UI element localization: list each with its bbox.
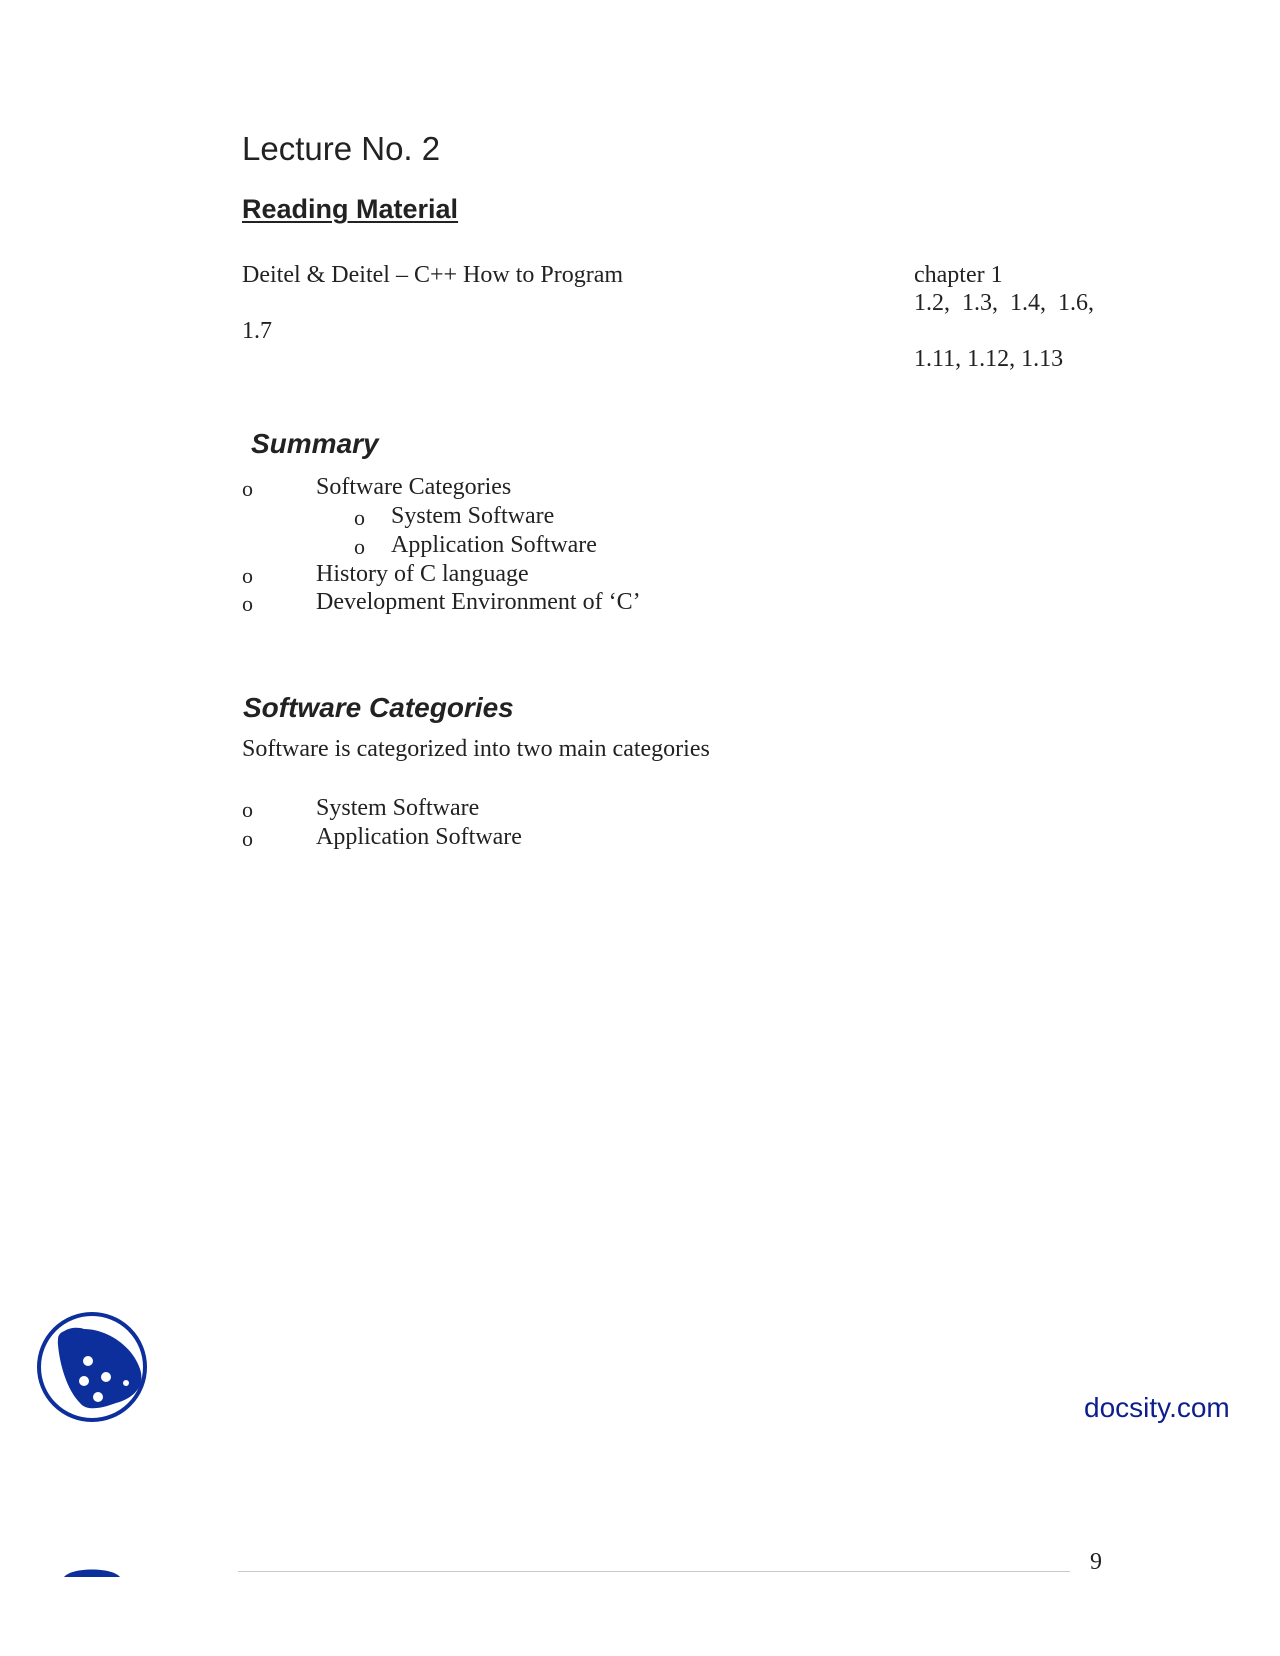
category-item: Application Software: [316, 824, 522, 850]
software-categories-heading: Software Categories: [243, 692, 514, 723]
summary-item: Development Environment of ‘C’: [316, 589, 641, 615]
lecture-title: Lecture No. 2: [242, 130, 441, 167]
docsity-logo-fragment-icon: [62, 1567, 122, 1577]
bullet-marker: o: [242, 591, 253, 616]
categories-intro: Software is categorized into two main categories: [242, 736, 710, 762]
category-item: System Software: [316, 795, 480, 821]
docsity-logo-icon: [36, 1311, 148, 1423]
summary-item: Software Categories: [316, 474, 512, 500]
summary-subitem: System Software: [391, 503, 555, 529]
reading-material-heading: Reading Material: [242, 194, 459, 224]
footer-rule: [238, 1571, 1070, 1572]
bullet-marker: o: [242, 563, 253, 588]
bullet-marker: o: [242, 826, 253, 851]
chapter-reference: chapter 1: [914, 262, 1003, 288]
docsity-watermark: docsity.com: [1084, 1392, 1230, 1423]
page-number: 9: [1090, 1549, 1102, 1575]
bullet-marker: o: [354, 534, 365, 559]
bullet-marker: o: [242, 797, 253, 822]
sections-line-3: 1.11, 1.12, 1.13: [914, 346, 1064, 372]
summary-subitem: Application Software: [391, 532, 597, 558]
sections-line-2: 1.7: [242, 318, 272, 344]
summary-heading: Summary: [251, 428, 379, 459]
summary-item: History of C language: [316, 561, 529, 587]
bullet-marker: o: [354, 505, 365, 530]
book-title: Deitel & Deitel – C++ How to Program: [242, 262, 624, 288]
sections-line-1: 1.2, 1.3, 1.4, 1.6,: [914, 290, 1094, 316]
bullet-marker: o: [242, 476, 253, 501]
